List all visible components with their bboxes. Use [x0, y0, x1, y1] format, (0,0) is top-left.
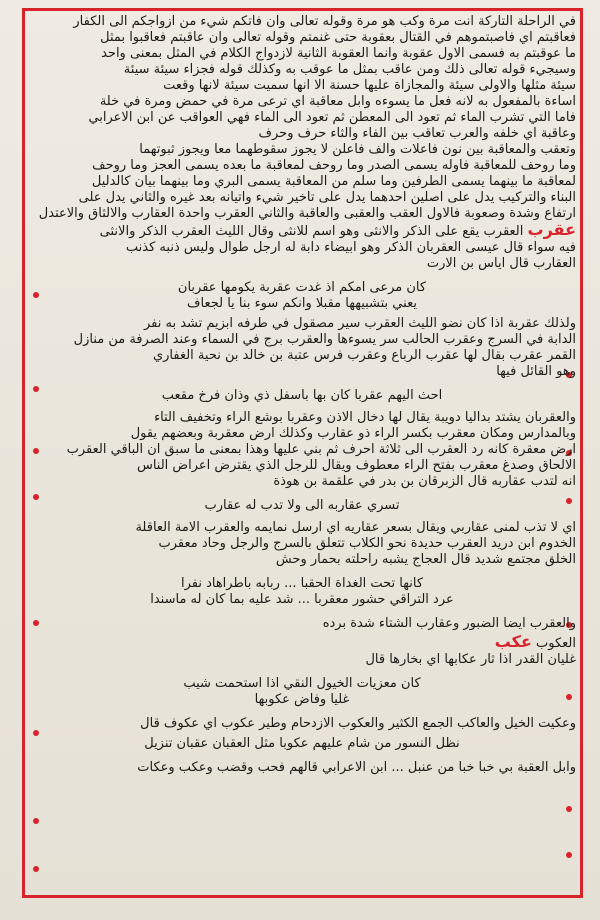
text-line: وعكيت الخيل والعاكب الجمع الكثير والعكوب الازدحام وطير عكوب اي عكوف قال	[140, 716, 576, 731]
text-line-content: العقرب يقع على الذكر والانثى وهو اسم للانثى وقال الليث العقرب الذكر والانثى	[99, 224, 524, 239]
text-line	[28, 222, 576, 240]
verse-line: يعني بتشبيهها مقبلا وانكم سوء بنا يا لجعاف	[187, 296, 417, 311]
text-line: ما عوقبتم به فسمى الاول عقوبة وانما العقوبة الثانية لازدواج الكلام في المثل بمعنى واحد	[101, 46, 576, 61]
text-line: انه لتدب عقاربه قال الزبرقان بن بدر في علقمة بن هوذة	[273, 474, 576, 489]
text-line: فعاقبتم اي فاصبتموهم في القتال بعقوبة حتى غنمتم وقوله تعالى وان عاقبتم فعاقبوا بمثل	[100, 30, 576, 45]
body-text	[28, 10, 576, 895]
verse-line: نظل النسور من شام عليهم عكوبا مثل العقبان عقبان تنزيل	[144, 736, 460, 751]
text-line: وتعقب والمعاقبة بين نون فاعلات والف فاعلن لا يجوز سقوطهما معا ويجوز ثبوتهما	[139, 142, 576, 157]
text-line: وعاقبة اي خلفه والعرب تعاقب بين الفاء والثاء حرف وحرف	[258, 126, 576, 141]
text-line: الخلق مجتمع شديد قال العجاج يشبه راحلته بحمار وحش	[275, 552, 576, 567]
text-line: العقارب قال اياس بن الارت	[426, 256, 576, 271]
verse-line: غليا وفاض عكوبها	[254, 692, 350, 707]
text-line: سيئة مثلها والاولى سيئة والمجازاة عليها حسنة الا انها سميت سيئة لانها وقعت	[163, 78, 576, 93]
text-line-content: العكوب	[536, 636, 576, 651]
text-line: الدابة في السرج وعقرب الحالب سر يسوءها والعقرب برج في السماء وعند الصرفة من منازل	[73, 332, 576, 347]
text-line: الالحاق وصدغ معقرب بفتح الراء معطوف ويقال للرجل الذي يقترض اعراض الناس	[136, 458, 576, 473]
text-line: ولذلك عقربة اذا كان نضو الليث العقرب سير مصقول في طرفه ابزيم تشد به نفر	[143, 316, 576, 331]
text-line: غليان القدر اذا ثار عكابها اي بخارها قال	[365, 652, 576, 667]
text-line	[28, 634, 576, 652]
text-line: ارتفاع وشدة وصعوبة فالاول العقب والعقبى والعاقبة والثاني العقرب واحدة العقارب والالثاق والاعتدل	[38, 206, 576, 221]
text-line: القمر عقرب بقال لها عقرب الرباع وعقرب فرس عتبة بن خالد بن نحية الغفاري	[152, 348, 576, 363]
verse-line: احث اليهم عقربا كان بها باسفل ذي وذان فرخ مقعب	[161, 388, 443, 403]
headword-akab: عكب	[494, 634, 532, 651]
text-line: وابل العقبة بي خبا خبا من عنبل ... ابن الاعرابي قالهم فحب وقضب وعكب وعكات	[137, 760, 576, 775]
text-line: اساءة بالمفعول به لانه فعل ما يسوءه وابل معاقبة اي ترعى مرة في حمض ومرة في خلة	[99, 94, 576, 109]
text-line: فاما التي تشرب الماء ثم تعود الى المعطن ثم تعود الى الماء فهي العواقب عن ابن الاعرابي	[88, 110, 576, 125]
verse-line: كانها تحت الغداة الحقبا ... ربابه باطراهاد نفرا	[180, 576, 424, 591]
text-line: في الراحلة التاركة انت مرة وكب هو مرة وقوله تعالى وان فاتكم شيء من ازواجكم الى الكفار	[73, 14, 576, 29]
verse-line: تسري عقاربه الى ولا تدب له عقارب	[204, 498, 400, 513]
text-line: ارض معقرة كانه رد العقرب الى ثلاثة احرف ثم بني عليها وهذا بمعنى ما سبق ان الباقي العقرب	[66, 442, 576, 457]
text-line: وسيجيء قوله تعالى ذلك ومن عاقب بمثل ما عوقب به وكذلك قوله فجزاء سيئة سيئة	[123, 62, 576, 77]
verse-line: كان مرعى امكم اذ غدت عقربة يكومها عقربان	[177, 280, 427, 295]
text-line: لمعاقبة ما بينهما يسمى الطرفين وما سلم من المعاقبة يسمى البري وما بينهما بيان كالدليل	[91, 174, 576, 189]
text-line: والعقرب ايضا الضبور وعقارب الشتاء شدة برده	[322, 616, 576, 631]
text-line: البناء والتركيب يدل على اصلين احدهما يدل على تأخير شيء واتيانه بعد غيره والثاني يدل على	[78, 190, 576, 205]
text-line: اي لا تذب لمنى عقاربي ويقال بسعر عقاريه اي ارسل نمايمه والعقرب الامة العاقلة	[135, 520, 576, 535]
verse-line: كان معزيات الخيول النقي اذا استحمت شيب	[183, 676, 421, 691]
text-line: وهو القائل فيها	[496, 364, 576, 379]
text-line: والعقربان يشتد بداليا دويبة يقال لها دخال الاذن وعقربا بوشع الراء وتخفيف التاء	[154, 410, 576, 425]
text-line: الخدوم ابن دريد العقرب حديدة نحو الكلاب تتعلق بالسرج والرجل وحاد معقرب	[158, 536, 576, 551]
headword-aqrab: عقرب	[527, 222, 576, 239]
text-line: وما روحف للمعاقبة فاوله يسمى الصدر وما روحف لمعاقبة ما بعده يسمى العجز وما روحف	[92, 158, 576, 173]
text-line: وبالمدارس ومكان معقرب بكسر الراء ذو عقارب وكذلك ارض معقربة وبعضهم يقول	[130, 426, 576, 441]
verse-line: عرد التراقي حشور معقربا ... شد عليه بما كان له ماسندا	[150, 592, 454, 607]
text-line: فيه سواء قال عيسى العقربان الذكر وهو ابيضاء دابة له ارجل طوال وليس ذنبه كذنب	[125, 240, 576, 255]
